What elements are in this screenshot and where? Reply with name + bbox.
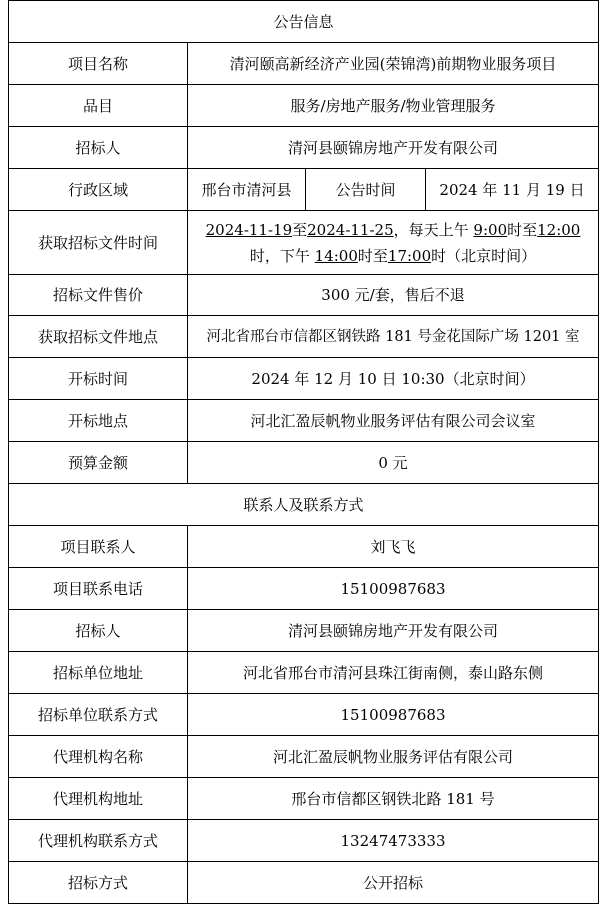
doc-time-label: 获取招标文件时间 [9, 211, 188, 275]
table-row [9, 400, 599, 442]
doc-place-value: 河北省邢台市信都区钢铁路 181 号金花国际广场 1201 室 [188, 316, 599, 358]
table-row [9, 526, 599, 568]
budget-value: 0 元 [188, 442, 599, 484]
doc-time-text: ，每天上午 [393, 220, 469, 239]
doc-time-text: 至 [292, 220, 308, 239]
project-contact-label: 项目联系人 [9, 526, 188, 568]
tenderer-address-label: 招标单位地址 [9, 652, 188, 694]
announcement-table [8, 0, 599, 904]
table-row [9, 694, 599, 736]
project-name-value: 清河颐高新经济产业园(荣锦湾)前期物业服务项目 [188, 43, 599, 85]
table-row [9, 127, 599, 169]
agency-phone-label: 代理机构联系方式 [9, 820, 188, 862]
region-value: 邢台市清河县 [188, 169, 306, 211]
region-label: 行政区域 [9, 169, 188, 211]
table-row [9, 169, 599, 211]
table-row [9, 275, 599, 316]
doc-pm-end: 17:00 [387, 246, 432, 265]
agency-name-value: 河北汇盈辰帆物业服务评估有限公司 [188, 736, 599, 778]
table-row [9, 610, 599, 652]
table-row [9, 736, 599, 778]
section-title-announcement: 公告信息 [9, 1, 599, 43]
method-value: 公开招标 [188, 862, 599, 904]
agency-address-label: 代理机构地址 [9, 778, 188, 820]
doc-price-label: 招标文件售价 [9, 275, 188, 316]
table-row [9, 316, 599, 358]
doc-time-text: 时（北京时间） [431, 246, 537, 265]
doc-place-label: 获取招标文件地点 [9, 316, 188, 358]
table-row [9, 1, 599, 43]
table-row [9, 778, 599, 820]
open-place-value: 河北汇盈辰帆物业服务评估有限公司会议室 [188, 400, 599, 442]
tenderer-address-value: 河北省邢台市清河县珠江街南侧，泰山路东侧 [188, 652, 599, 694]
project-phone-value: 15100987683 [188, 568, 599, 610]
announce-time-value: 2024 年 11 月 19 日 [426, 169, 599, 211]
doc-time-value [188, 211, 599, 275]
contact-tenderer-label: 招标人 [9, 610, 188, 652]
agency-phone-value: 13247473333 [188, 820, 599, 862]
project-phone-label: 项目联系电话 [9, 568, 188, 610]
doc-time-text: 时至 [507, 220, 538, 239]
announcement-sheet [8, 0, 598, 914]
open-time-label: 开标时间 [9, 358, 188, 400]
doc-am-start: 9:00 [473, 220, 508, 239]
table-row [9, 820, 599, 862]
table-row [9, 568, 599, 610]
project-contact-value: 刘飞飞 [188, 526, 599, 568]
doc-start-date: 2024-11-19 [205, 220, 293, 239]
budget-label: 预算金额 [9, 442, 188, 484]
category-value: 服务/房地产服务/物业管理服务 [188, 85, 599, 127]
tenderer-phone-value: 15100987683 [188, 694, 599, 736]
table-row [9, 652, 599, 694]
doc-time-text: 时至 [357, 246, 388, 265]
contact-tenderer-value: 清河县颐锦房地产开发有限公司 [188, 610, 599, 652]
doc-end-date: 2024-11-25 [307, 220, 394, 239]
table-row [9, 358, 599, 400]
table-row [9, 862, 599, 904]
agency-address-value: 邢台市信都区钢铁北路 181 号 [188, 778, 599, 820]
doc-am-end: 12:00 [537, 220, 581, 239]
table-row [9, 43, 599, 85]
table-row [9, 85, 599, 127]
tenderer-value: 清河县颐锦房地产开发有限公司 [188, 127, 599, 169]
announce-time-label: 公告时间 [306, 169, 426, 211]
open-time-value: 2024 年 12 月 10 日 10:30（北京时间） [188, 358, 599, 400]
doc-pm-start: 14:00 [314, 246, 358, 265]
section-title-contacts: 联系人及联系方式 [9, 484, 599, 526]
tenderer-label: 招标人 [9, 127, 188, 169]
agency-name-label: 代理机构名称 [9, 736, 188, 778]
method-label: 招标方式 [9, 862, 188, 904]
category-label: 品目 [9, 85, 188, 127]
open-place-label: 开标地点 [9, 400, 188, 442]
table-row [9, 442, 599, 484]
project-name-label: 项目名称 [9, 43, 188, 85]
tenderer-phone-label: 招标单位联系方式 [9, 694, 188, 736]
table-row [9, 211, 599, 275]
table-row [9, 484, 599, 526]
doc-price-value: 300 元/套，售后不退 [188, 275, 599, 316]
doc-time-text: 时，下午 [249, 246, 310, 265]
